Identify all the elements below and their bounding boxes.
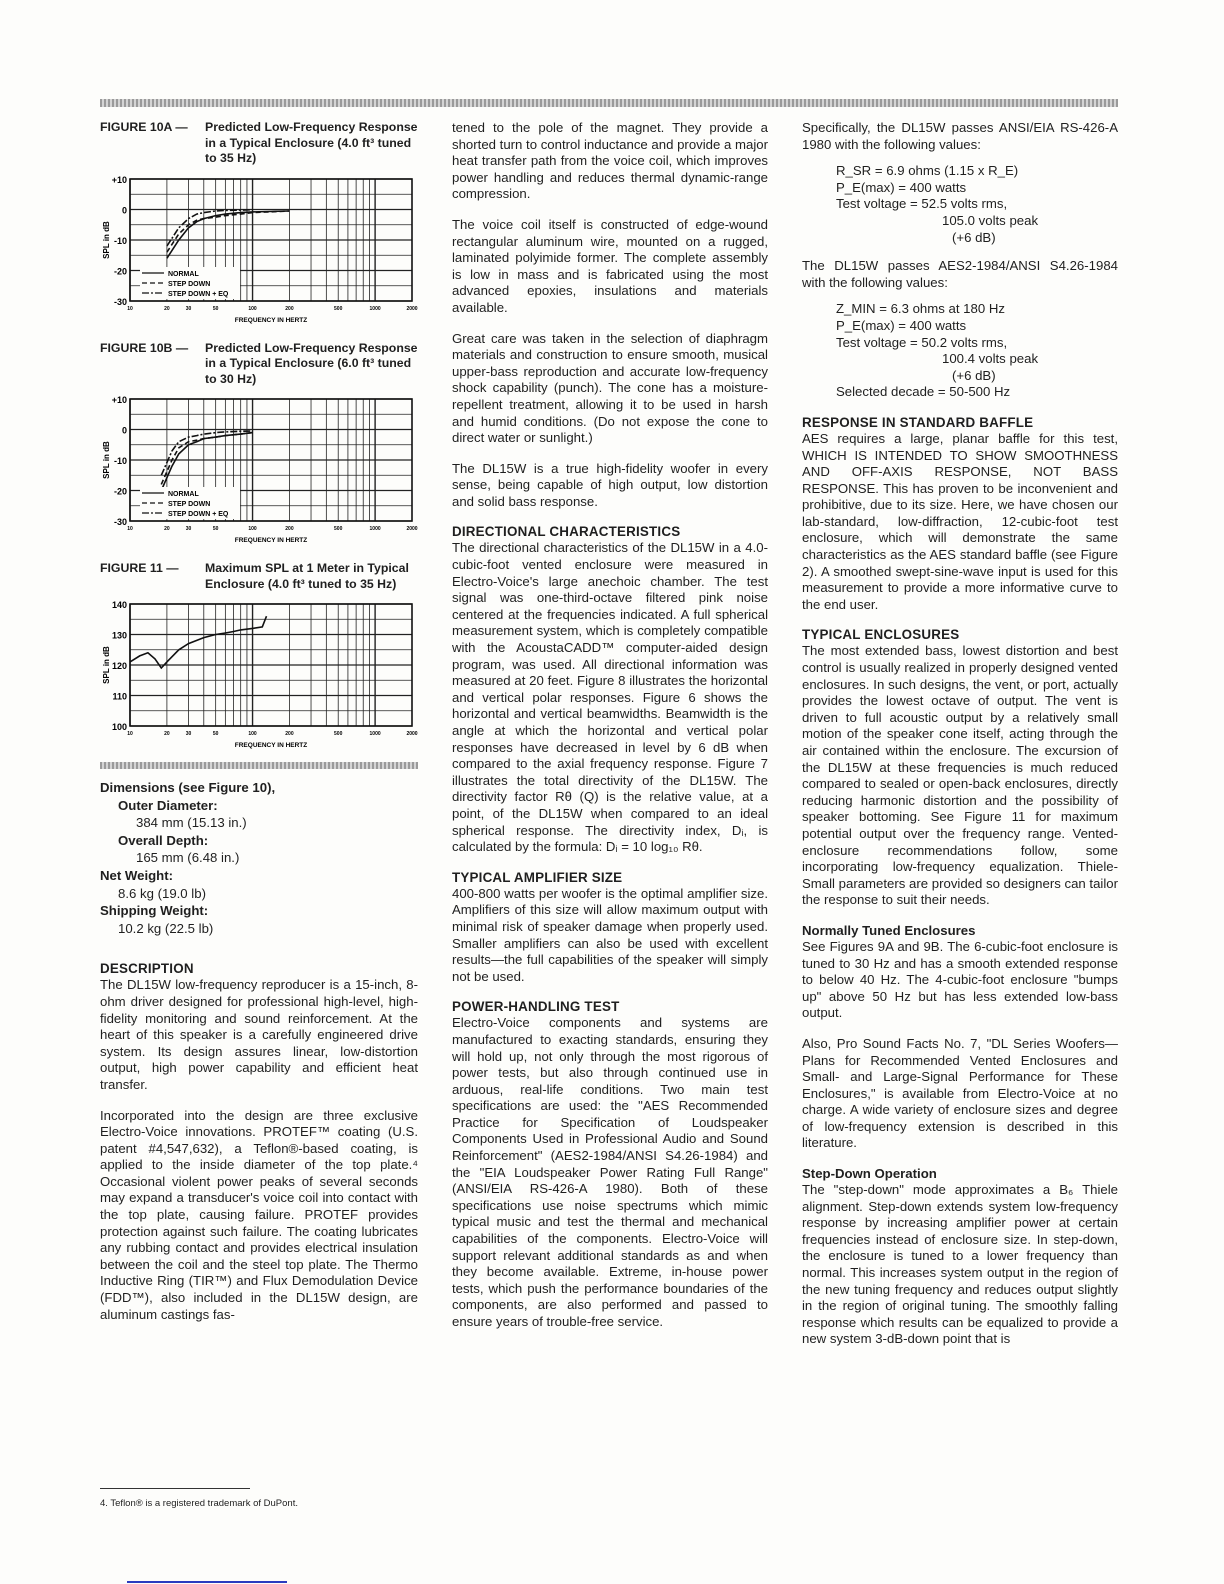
col2-paragraph-3: Great care was taken in the selection of diaphragm materials and construction to ensure smooth, musical upper-bass reproduction and accurate low-frequency shock capability (punch). The cone has a moisture-repellent treatment, allowing it to be used in harsh and humid conditions. (Do not expose the cone to direct water or sunlight.) xyxy=(452,330,768,446)
fig10a-ytick-label: -10 xyxy=(113,235,127,246)
fig10a-series-line xyxy=(167,209,253,245)
fig10a-xtick-label: 200 xyxy=(285,305,294,312)
fig10a-xtick-label: 2000 xyxy=(406,305,418,312)
dimensions-specs xyxy=(100,779,418,937)
fig10b-xaxis-label: FREQUENCY IN HERTZ xyxy=(234,537,308,544)
ansi-pe: P_E(max) = 400 watts xyxy=(836,179,967,195)
fig10b-xtick-label: 20 xyxy=(164,526,170,532)
fig11-xaxis-label: FREQUENCY IN HERTZ xyxy=(234,742,308,749)
fig10a-xtick-label: 10 xyxy=(127,305,133,312)
footnote xyxy=(100,1488,418,1509)
fig10a-xaxis-label: FREQUENCY IN HERTZ xyxy=(234,316,308,324)
figure-11-title: Maximum SPL at 1 Meter in Typical Enclosure (4.0 ft³ tuned to 35 Hz) xyxy=(205,561,409,591)
fig10b-xtick-label: 200 xyxy=(285,526,294,532)
outer-diameter-label: Outer Diameter: xyxy=(118,797,218,813)
fig10a-xtick-label: 50 xyxy=(212,305,219,312)
fig11-grid xyxy=(130,604,412,726)
fig10a-yaxis-label: SPL in dB xyxy=(102,220,111,259)
net-weight-value: 8.6 kg (19.0 lb) xyxy=(118,885,206,901)
fig10a-xtick-label: 20 xyxy=(164,305,170,312)
ansi-intro: Specifically, the DL15W passes ANSI/EIA RS-426-A 1980 with the following values: xyxy=(802,120,1118,152)
footnote-text: 4. Teflon® is a registered trademark of DuPont. xyxy=(100,1498,298,1509)
baffle-paragraph: AES requires a large, planar baffle for this test, WHICH IS INTENDED TO SHOW SMOOTHNESS AND OFF-AXIS RESPONSE, NOT BASS RESPONSE. This has proven to be inconvenient and prohibitive, due to its size. Here, we have chosen our lab-standard, low-diffraction, 12-cubic-foot test enclosure, which will demonstrate the same characteristics as the AES standard baffle (see Figure 2). A smoothed swept-sine-wave input is used for this measurement to provide a more informative curve to the end user. xyxy=(802,430,1118,612)
fig10b-legend-label: STEP DOWN xyxy=(168,501,211,508)
fig10a-xtick-label: 500 xyxy=(334,305,343,312)
figure-11-label: FIGURE 11 — xyxy=(100,561,179,575)
aes-test-voltage: Test voltage = 50.2 volts rms, xyxy=(836,334,1008,350)
fig10a-ytick-label: 0 xyxy=(121,205,127,215)
fig11-ytick-label: 120 xyxy=(111,661,127,671)
ansi-db: (+6 dB) xyxy=(952,229,996,245)
figure-10b-header xyxy=(100,341,418,388)
fig10a-legend-label: STEP DOWN xyxy=(168,280,211,288)
fig11-series-line xyxy=(130,616,267,668)
fig10b-legend xyxy=(140,487,240,519)
pro-sound-facts-paragraph: Also, Pro Sound Facts No. 7, "DL Series Woofers—Plans for Recommended Vented Enclosures and Small- and Large-Signal Performance for These Enclosures," is available from Electro-Voice at no charge. A wide variety of enclosure sizes and degree of low-frequency extension is described in this literature. xyxy=(802,1035,1118,1151)
fig10a-xtick-label: 1000 xyxy=(369,305,381,312)
fig10a-ytick-label: +10 xyxy=(111,174,127,185)
fig11-xtick-label: 20 xyxy=(164,731,170,737)
normal-enclosures-paragraph: See Figures 9A and 9B. The 6-cubic-foot enclosure is tuned to 30 Hz and has a smooth extended response to below 40 Hz. The 4-cubic-foot enclosure "bumps up" above 50 Hz but has less extended low-bass output. xyxy=(802,938,1118,1021)
figure-11-header xyxy=(100,561,418,592)
normal-enclosures-heading: Normally Tuned Enclosures xyxy=(802,922,976,938)
description-heading: DESCRIPTION xyxy=(100,961,194,977)
description-paragraph-1: The DL15W low-frequency reproducer is a 15-inch, 8-ohm driver designed for professional high-level, high-fidelity monitoring and sound reinforcement. At the heart of this speaker is a carefully engineered drive system. Its design assures linear, low-distortion output, high power capability and efficient heat transfer. xyxy=(100,977,418,1092)
amplifier-paragraph: 400-800 watts per woofer is the optimal amplifier size. Amplifiers of this size will allow maximum output with minimal risk of speaker damage when properly used. Smaller amplifiers can also be used with excellent results—the full capabilities of the speaker will simply not be used. xyxy=(452,885,768,984)
fig10b-ytick-label: -30 xyxy=(113,517,127,527)
overall-depth-label: Overall Depth: xyxy=(118,832,209,848)
fig11-xtick-label: 50 xyxy=(212,731,219,737)
bottom-accent-line xyxy=(127,1581,287,1583)
power-handling-heading: POWER-HANDLING TEST xyxy=(452,999,620,1015)
outer-diameter-value: 384 mm (15.13 in.) xyxy=(136,815,247,831)
fig11-xtick-label: 500 xyxy=(334,731,343,737)
fig11-xtick-label: 30 xyxy=(185,731,192,737)
aes-zmin: Z_MIN = 6.3 ohms at 180 Hz xyxy=(836,301,1005,317)
fig10b-ytick-label: 0 xyxy=(121,425,127,436)
fig10b-xtick-label: 10 xyxy=(127,526,133,532)
enclosures-paragraph: The most extended bass, lowest distortion and best control is usually realized in properly designed vented enclosures. In such designs, the vent, or port, actually provides the lowest octave of output. The vent is driven to full acoustic output by a relatively small motion of the speaker cone itself, acting through the air contained within the enclosure. The excursion of the DL15W at these frequencies is much reduced compared to sealed or open-back enclosures, directly reducing harmonic distortion and the possibility of speaker bottoming. See Figure 11 for maximum potential output over the frequency range. Vented-enclosure recommendations follow, some incorporating low-frequency equalization. Thiele-Small parameters are provided so designers can tailor the response to suit their needs. xyxy=(802,643,1118,908)
fig10b-ytick-label: -20 xyxy=(113,486,127,497)
fig10b-ytick-label: -10 xyxy=(113,456,127,466)
figure-10a-header xyxy=(100,120,418,167)
figure-10a-chart xyxy=(100,171,418,331)
fig10b-series-line xyxy=(161,433,252,491)
fig10a-xtick-label: 100 xyxy=(248,305,257,312)
aes-intro: The DL15W passes AES2-1984/ANSI S4.26-1984 with the following values: xyxy=(802,258,1118,290)
column-3 xyxy=(802,120,1118,1362)
col2-paragraph-1: tened to the pole of the magnet. They provide a shorted turn to control inductance and provide a major heat transfer path from the voice coil, which improves power handling and reduces thermal dynamic-range compression. xyxy=(452,120,768,202)
fig10a-legend-label: STEP DOWN + EQ xyxy=(168,290,229,298)
fig11-yaxis-label: SPL in dB xyxy=(102,646,111,684)
fig11-ytick-label: 140 xyxy=(111,600,127,610)
step-down-heading: Step-Down Operation xyxy=(802,1166,937,1182)
fig10a-xtick-label: 30 xyxy=(185,305,192,312)
figure-10b-chart xyxy=(100,391,418,551)
fig11-ytick-label: 100 xyxy=(111,722,127,732)
fig10b-legend-label: STEP DOWN + EQ xyxy=(168,511,229,518)
fig10b-xtick-label: 30 xyxy=(185,526,192,532)
net-weight-label: Net Weight: xyxy=(100,867,174,883)
column-2 xyxy=(452,120,768,1345)
description-paragraph-2: Incorporated into the design are three exclusive Electro-Voice innovations. PROTEF™ coating (U.S. patent #4,547,632), a Teflon®-based coating, is applied to the inside diameter of the top plate.⁴ Occasional violent power peaks of several seconds may expand a transducer's voice coil into contact with the top plate, causing failure. PROTEF provides protection against such failure. The coating lubricates any rubbing contact and provides electrical insulation between the coil and the steel top plate. The Thermo Inductive Ring (TIR™) and Flux Demodulation Device (FDD™), also included in the DL15W design, are aluminum castings fas- xyxy=(100,1107,418,1322)
fig11-xtick-label: 200 xyxy=(285,731,294,737)
fig11-xtick-label: 2000 xyxy=(406,731,418,737)
footnote-rule xyxy=(100,1488,250,1489)
top-divider-bar xyxy=(100,99,1118,107)
step-down-paragraph: The "step-down" mode approximates a B₆ Thiele alignment. Step-down extends system low-frequency response by increasing amplifier power at certain frequencies instead of enclosure size. In step-down, the enclosure is tuned to a lower frequency than normal. This increases system output in the region of the new tuning frequency and reduces output slightly in the region of original tuning. The smoothly falling response which results can be equalized to provide a new system 3-dB-down point that is xyxy=(802,1182,1118,1347)
fig11-xtick-label: 100 xyxy=(248,731,257,737)
fig10b-xtick-label: 1000 xyxy=(369,526,381,532)
shipping-weight-label: Shipping Weight: xyxy=(100,903,209,919)
ansi-test-voltage: Test voltage = 52.5 volts rms, xyxy=(836,196,1008,212)
aes-pe: P_E(max) = 400 watts xyxy=(836,317,967,333)
aes-peak-voltage: 100.4 volts peak xyxy=(942,351,1039,367)
ansi-peak-voltage: 105.0 volts peak xyxy=(942,212,1039,228)
fig10a-legend xyxy=(140,267,240,299)
directional-heading: DIRECTIONAL CHARACTERISTICS xyxy=(452,524,681,540)
aes-decade: Selected decade = 50-500 Hz xyxy=(836,384,1011,400)
figure-11-chart xyxy=(100,596,418,756)
amplifier-heading: TYPICAL AMPLIFIER SIZE xyxy=(452,869,623,885)
shipping-weight-value: 10.2 kg (22.5 lb) xyxy=(118,920,214,936)
fig10b-xtick-label: 100 xyxy=(248,526,257,532)
dimensions-heading: Dimensions (see Figure 10), xyxy=(100,780,276,795)
aes-db: (+6 dB) xyxy=(952,367,996,383)
baffle-heading: RESPONSE IN STANDARD BAFFLE xyxy=(802,414,1034,430)
figure-10b-title: Predicted Low-Frequency Response in a Typical Enclosure (6.0 ft³ tuned to 30 Hz) xyxy=(205,340,418,386)
fig10b-series-line xyxy=(161,433,252,485)
column-1 xyxy=(100,120,418,1337)
figure-10b-label: FIGURE 10B — xyxy=(100,340,189,355)
fig11-ytick-label: 110 xyxy=(112,691,127,702)
fig10b-legend-label: NORMAL xyxy=(168,491,199,498)
fig10b-ytick-label: +10 xyxy=(111,395,127,405)
figure-10a-label: FIGURE 10A — xyxy=(100,120,188,134)
fig10b-xtick-label: 50 xyxy=(212,526,219,532)
fig10a-ytick-label: -20 xyxy=(113,266,127,276)
ansi-values xyxy=(836,163,1118,246)
fig10a-series-line xyxy=(167,211,290,258)
fig10b-xtick-label: 500 xyxy=(334,526,343,532)
figures-divider-bar xyxy=(100,762,418,769)
fig10b-yaxis-label: SPL in dB xyxy=(102,441,111,479)
fig11-xtick-label: 10 xyxy=(127,731,133,737)
power-handling-paragraph: Electro-Voice components and systems are manufactured to exacting standards, ensuring they will hold up, not only through the most rigorous of power tests, but also through continued use in arduous, real-life conditions. Two main test specifications are used: the "AES Recommended Practice for Specification of Loudspeaker Components Used in Professional Audio and Sound Reinforcement" (AES2-1984/ANSI S4.26-1984) and the "EIA Loudspeaker Power Rating Full Range" (ANSI/EIA RS-426-A 1980). Both of these specifications use noise spectrums which mimic typical music and test the thermal and mechanical capabilities of the components. Electro-Voice will support relevant additional standards as and when they become available. Extreme, in-house power tests, which push the performance boundaries of the components, are also performed and passed to ensure years of trouble-free service. xyxy=(452,1015,768,1329)
directional-paragraph: The directional characteristics of the DL15W in a 4.0-cubic-foot vented enclosure were measured in Electro-Voice's large anechoic chamber. The test signal was one-third-octave filtered pink noise centered at the frequencies indicated. A full spherical measurement system, which is completely compatible with the AcoustaCADD™ computer-aided design program, was used. All directional information was measured at 20 feet. Figure 8 illustrates the horizontal and vertical polar responses. Figure 6 shows the horizontal and vertical beamwidths. Beamwidth is the angle at which the horizontal and vertical polar responses have decreased in level by 6 dB when compared to the axial frequency response. Figure 7 illustrates the total directivity of the DL15W. The directivity factor Rθ (Q) is the relative value, at a point, of the DL15W when compared to an ideal spherical response. The directivity index, Dᵢ, is calculated by the formula: Dᵢ = 10 log₁₀ Rθ. xyxy=(452,540,768,855)
fig11-xtick-label: 1000 xyxy=(369,731,381,737)
col2-paragraph-4: The DL15W is a true high-fidelity woofer in every sense, being capable of high output, low distortion and solid bass response. xyxy=(452,460,768,509)
fig10a-ytick-label: -30 xyxy=(113,296,127,307)
overall-depth-value: 165 mm (6.48 in.) xyxy=(136,850,240,866)
col2-paragraph-2: The voice coil itself is constructed of edge-wound rectangular aluminum wire, mounted on a rugged, laminated polyimide former. The complete assembly is low in mass and is fabricated using the most advanced epoxies, insulations and materials available. xyxy=(452,216,768,315)
fig11-ytick-label: 130 xyxy=(111,630,127,641)
aes-values xyxy=(836,301,1118,401)
figure-10a-title: Predicted Low-Frequency Response in a Typical Enclosure (4.0 ft³ tuned to 35 Hz) xyxy=(205,120,418,165)
enclosures-heading: TYPICAL ENCLOSURES xyxy=(802,627,960,643)
fig10b-xtick-label: 2000 xyxy=(406,526,418,532)
ansi-rsr: R_SR = 6.9 ohms (1.15 x R_E) xyxy=(836,163,1019,179)
fig10a-legend-label: NORMAL xyxy=(168,270,199,278)
